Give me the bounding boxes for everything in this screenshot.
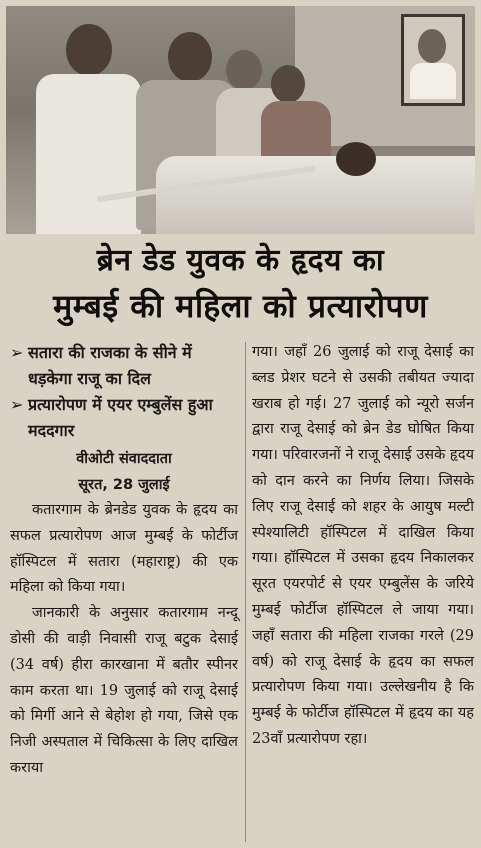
news-photo	[6, 6, 475, 234]
arrow-icon: ➢	[10, 343, 24, 362]
arrow-icon: ➢	[10, 395, 24, 414]
subhead-2	[10, 392, 238, 444]
subhead-2-text: प्रत्यारोपण में एयर एम्बुलेंस हुआ मददगार	[28, 395, 213, 440]
patient	[336, 142, 376, 176]
portrait-frame	[401, 14, 465, 106]
hospital-bed	[156, 156, 475, 234]
subhead-1	[10, 340, 238, 392]
headline-line-2: मुम्बई की महिला को प्रत्यारोपण	[53, 287, 428, 325]
right-column	[252, 340, 474, 753]
paragraph-3: गया। जहाँ 26 जुलाई को राजू देसाई का ब्लड प्रेशर घटने से उसकी तबीयत ज्यादा खराब हो गई। 27 जुलाई को न्यूरो सर्जन द्वारा राजू देसाई को ब्रेन डेड घोषित किया गया। परिवारजनों ने राजू देसाई उसके हृदय को दान करने का निर्णय लिया। जिसके लिए राजू देसाई को शहर के आयुष मल्टी स्पेश्यालिटी हॉस्पिटल में दाखिल किया गया। हॉस्पिटल में उसका हृदय निकालकर सूरत एयरपोर्ट से एयर एम्बुलेंस के जरिये मुम्बई फोर्टीज हॉस्पिटल ले जाया गया। जहाँ सतारा की महिला राजका गरले (29 वर्ष) को राजू देसाई के हृदय का सफल प्रत्यारोपण किया गया। उल्लेखनीय है कि मुम्बई के फोर्टीज हॉस्पिटल में हृदय का यह 23वाँ प्रत्यारोपण रहा।	[252, 344, 474, 747]
portrait-shirt	[410, 63, 456, 99]
column-divider	[245, 342, 246, 842]
paragraph-1: कतारगाम के ब्रेनडेड युवक के हृदय का सफल प्रत्यारोपण आज मुम्बई के फोर्टीज हॉस्पिटल में सतारा (महाराष्ट्र) की एक महिला को किया गया।	[10, 502, 238, 596]
subhead-1-text: सतारा की राजका के सीने में धड़केगा राजू का दिल	[28, 343, 192, 388]
portrait-face	[418, 29, 446, 63]
left-column	[10, 340, 238, 782]
byline-source: वीओटी संवाददाता	[76, 451, 172, 467]
byline-dateline: सूरत, 28 जुलाई	[78, 477, 170, 493]
headline-line-1: ब्रेन डेड युवक के हृदय का	[96, 243, 385, 278]
paragraph-2: जानकारी के अनुसार कतारगाम नन्दू डोसी की वाड़ी निवासी राजू बटुक देसाई (34 वर्ष) हीरा कारखाना में बतौर स्पीनर काम करता था। 19 जुलाई को राजू देसाई को मिर्गी आने से बेहोश हो गया, जिसे एक निजी अस्पताल में चिकित्सा के लिए दाखिल कराया	[10, 605, 238, 776]
